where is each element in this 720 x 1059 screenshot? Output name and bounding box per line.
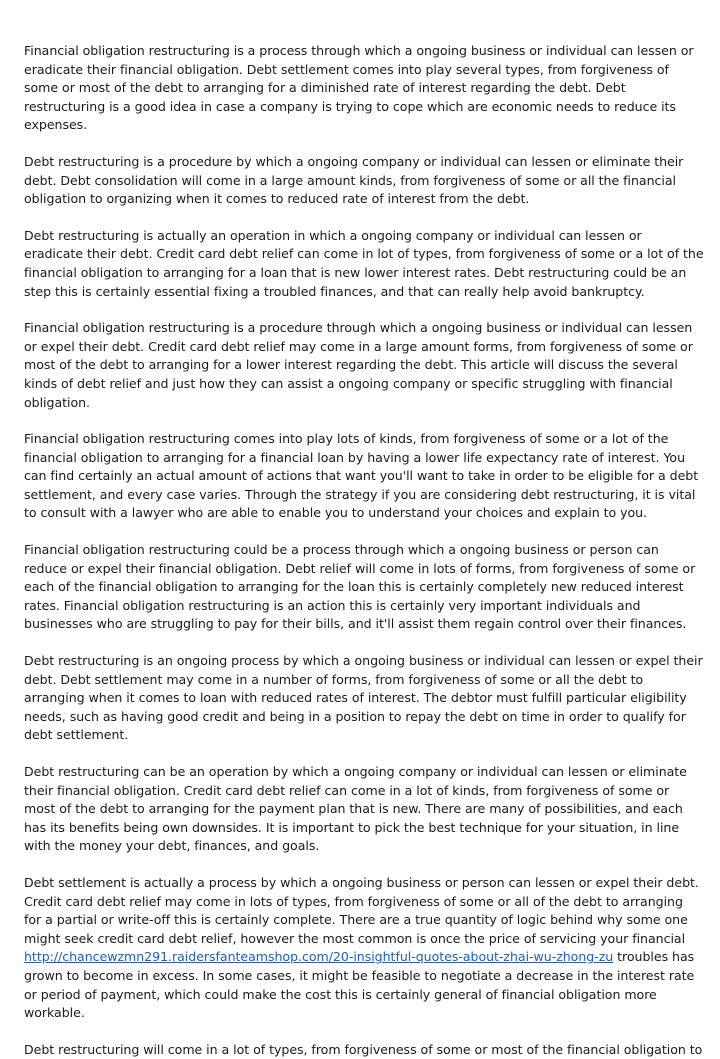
paragraph-9-text-before: Debt settlement is actually a process by which a ongoing business or person can lessen or expel their debt. Credit card debt relief may come in lots of types, from forgiveness of some or all of the debt to arranging for a partial or write-off this is certainly complete. There are a true quantity of logic behind why some one might seek credit card debt relief, however the most common is once the price of servicing your financial bbox=[24, 874, 699, 946]
paragraph-9-text-after: troubles has grown to become in excess. In some cases, it might be feasible to negotiate a decrease in the interest rate or period of payment, which could make the cost this is certainly general of financial obligation more workable. bbox=[24, 949, 695, 1021]
paragraph-2: Debt restructuring is a procedure by which a ongoing company or individual can lessen or eliminate their debt. Debt consolidation will come in a large amount kinds, from forgiveness of some or all the financial obligation to organizing when it comes to reduced rate of interest from the debt. bbox=[24, 153, 684, 207]
paragraph-6: Financial obligation restructuring could be a process through which a ongoing business or person can reduce or expel their financial obligation. Debt relief will come in lots of forms, from forgiveness of some or each of the financial obligation to arranging for the loan this is certainly completely new reduced interest rates. Financial obligation restructuring is an action this is certainly very important individuals and businesses who are struggling to pay for their bills, and it'll assist them regain control over their finances. bbox=[24, 542, 696, 632]
article-link[interactable]: http://chancewzmn291.raidersfanteamshop.com/20-insightful-quotes-about-zhai-wu-zhong-zu bbox=[24, 949, 614, 965]
paragraph-4: Financial obligation restructuring is a procedure through which a ongoing business or individual can lessen or expel their debt. Credit card debt relief may come in a large amount forms, from forgiveness of some or most of the debt to arranging for a lower interest regarding the debt. This article will discuss the several kinds of debt relief and just how they can assist a ongoing company or specific struggling with financial obligation. bbox=[24, 320, 693, 410]
paragraph-3: Debt restructuring is actually an operation in which a ongoing company or individual can lessen or eradicate their debt. Credit card debt relief can come in lot of types, from forgiveness of some or a lot of the financial obligation to arranging for a loan that is new lower interest rates. Debt restructuring could be an step this is certainly essential fixing a troubled finances, and that can really help avoid bankruptcy. bbox=[24, 227, 704, 299]
paragraph-9 bbox=[24, 874, 704, 1023]
paragraph-5: Financial obligation restructuring comes into play lots of kinds, from forgiveness of some or a lot of the financial obligation to arranging for a financial loan by having a lower life expectancy rate of interest. You can find certainly an actual amount of actions that want you'll want to take in order to be eligible for a debt settlement, and every case varies. Through the strategy if you are considering debt restructuring, it is vital to consult with a lawyer who are able to enable you to understand your choices and explain to you. bbox=[24, 431, 699, 521]
paragraph-1: Financial obligation restructuring is a process through which a ongoing business or individual can lessen or eradicate their financial obligation. Debt settlement comes into play several types, from forgiveness of some or most of the debt to arranging for a diminished rate of interest regarding the debt. Debt restructuring is a good idea in case a company is trying to cope which are economic needs to reduce its expenses. bbox=[24, 43, 694, 133]
paragraph-7: Debt restructuring is an ongoing process by which a ongoing business or individual can lessen or expel their debt. Debt settlement may come in a number of forms, from forgiveness of some or all the debt to arranging when it comes to loan with reduced rates of interest. The debtor must fulfill particular eligibility needs, such as having good credit and being in a position to repay the debt on time in order to qualify for debt settlement. bbox=[24, 653, 703, 743]
paragraph-8: Debt restructuring can be an operation by which a ongoing company or individual can lessen or eliminate their financial obligation. Credit card debt relief can come in a lot of kinds, from forgiveness of some or most of the debt to arranging for the payment plan that is new. There are many of possibilities, and each has its benefits being own downsides. It is important to pick the best technique for your situation, in line with the money your debt, finances, and goals. bbox=[24, 764, 687, 854]
paragraph-10: Debt restructuring will come in a lot of types, from forgiveness of some or most of the financial obligation to bbox=[24, 1041, 703, 1057]
